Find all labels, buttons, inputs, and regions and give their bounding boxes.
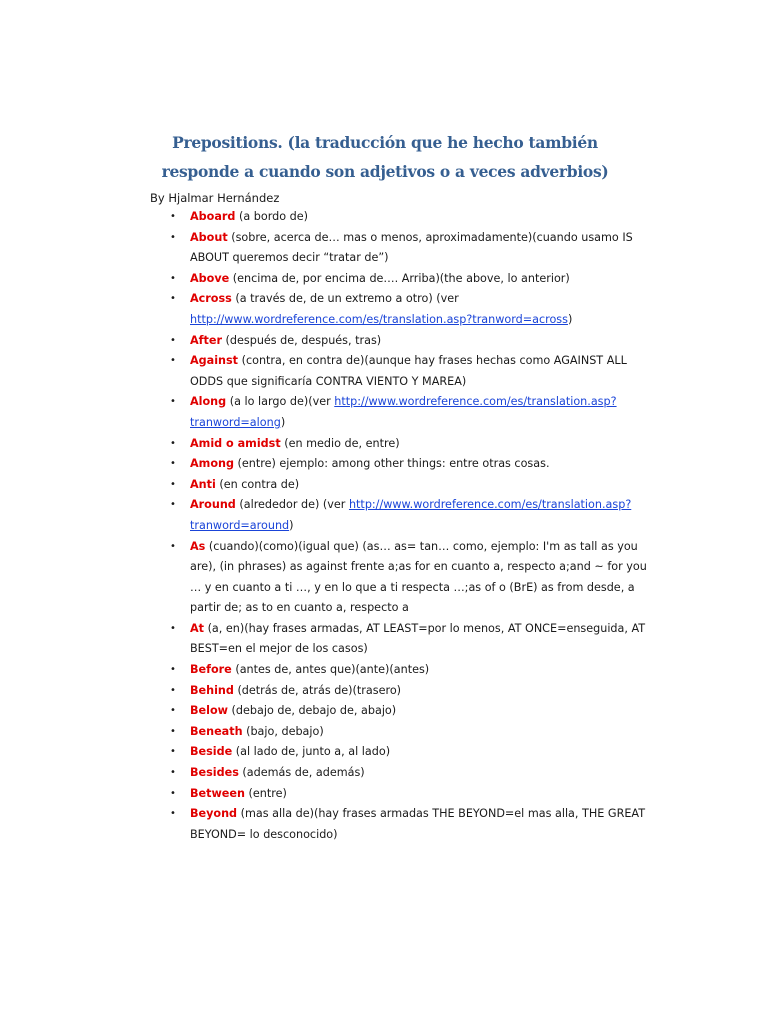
list-item bbox=[150, 351, 650, 392]
preposition-term: Above bbox=[190, 271, 230, 285]
preposition-term: As bbox=[190, 539, 206, 553]
preposition-translation: (alrededor de) (ver bbox=[235, 498, 349, 512]
bullet-icon: • bbox=[170, 684, 176, 696]
preposition-translation: (encima de, por encima de…. Arriba)(the above, lo anterior) bbox=[229, 271, 570, 285]
list-item bbox=[150, 269, 650, 290]
bullet-icon: • bbox=[170, 293, 176, 305]
wordreference-link[interactable]: http://www.wordreference.com/es/translation.asp?tranword=across bbox=[190, 312, 568, 326]
preposition-translation: (a lo largo de)(ver bbox=[226, 395, 335, 409]
preposition-term: Aboard bbox=[190, 210, 236, 223]
list-item bbox=[150, 454, 650, 475]
bullet-icon: • bbox=[170, 437, 176, 449]
preposition-list bbox=[150, 207, 650, 845]
preposition-translation: (a, en)(hay frases armadas, AT LEAST=por lo menos, AT ONCE=enseguida, AT BEST=en el mejor de los casos) bbox=[190, 621, 646, 656]
preposition-translation: (entre) bbox=[244, 786, 287, 800]
list-item bbox=[150, 289, 650, 330]
preposition-translation: (entre) ejemplo: among other things: entre otras cosas. bbox=[233, 457, 550, 471]
wordreference-link[interactable]: http://www.wordreference.com/es/translation.asp?tranword=around bbox=[190, 498, 632, 532]
preposition-term: Among bbox=[190, 457, 234, 471]
page-title: Prepositions. (la traducción que he hecho también responde a cuando son adjetivos o a veces adverbios) bbox=[161, 133, 609, 181]
preposition-term: Besides bbox=[190, 766, 239, 780]
bullet-icon: • bbox=[170, 231, 176, 243]
closing-text: ) bbox=[289, 518, 294, 532]
list-item bbox=[150, 392, 650, 433]
list-item bbox=[150, 537, 650, 619]
author-byline: By Hjalmar Hernández bbox=[150, 191, 280, 205]
list-item bbox=[150, 660, 650, 681]
preposition-translation: (debajo de, debajo de, abajo) bbox=[227, 704, 397, 718]
preposition-term: Beneath bbox=[190, 724, 243, 738]
list-item bbox=[150, 207, 650, 228]
preposition-term: Across bbox=[190, 292, 232, 306]
preposition-term: Beyond bbox=[190, 807, 238, 821]
preposition-term: Anti bbox=[190, 477, 216, 491]
bullet-icon: • bbox=[170, 746, 176, 758]
preposition-term: Between bbox=[190, 786, 245, 800]
wordreference-link[interactable]: http://www.wordreference.com/es/translation.asp?tranword=along bbox=[190, 395, 617, 429]
bullet-icon: • bbox=[170, 725, 176, 737]
preposition-term: Below bbox=[190, 704, 228, 718]
preposition-translation: (al lado de, junto a, al lado) bbox=[232, 745, 391, 759]
list-item bbox=[150, 722, 650, 743]
bullet-icon: • bbox=[170, 272, 176, 284]
preposition-term: After bbox=[190, 333, 222, 347]
preposition-term: Beside bbox=[190, 745, 233, 759]
bullet-icon: • bbox=[170, 334, 176, 346]
closing-text: ) bbox=[280, 415, 286, 429]
preposition-translation: (antes de, antes que)(ante)(antes) bbox=[231, 663, 430, 677]
bullet-icon: • bbox=[170, 396, 176, 408]
preposition-translation: (además de, además) bbox=[238, 766, 365, 780]
preposition-term: Along bbox=[190, 395, 227, 409]
preposition-term: Around bbox=[190, 498, 236, 512]
preposition-translation: (cuando)(como)(igual que) (as… as= tan… como, ejemplo: I'm as tall as you are), (in phrases) as against frente a;as for en cuanto a, respecto a;and ~ for you … y en cuanto a ti …, y en lo que a ti respecta …;as of o (BrE) as from desde, a partir de; as to en cuanto a, respecto a bbox=[190, 539, 647, 615]
list-item bbox=[150, 434, 650, 455]
preposition-term: Against bbox=[190, 354, 239, 368]
bullet-icon: • bbox=[170, 767, 176, 779]
bullet-icon: • bbox=[170, 499, 176, 511]
preposition-translation: (a través de, de un extremo a otro) (ver bbox=[231, 292, 459, 306]
list-item bbox=[150, 619, 650, 660]
list-item bbox=[150, 763, 650, 784]
preposition-term: At bbox=[190, 621, 205, 635]
bullet-icon: • bbox=[170, 355, 176, 367]
bullet-icon: • bbox=[170, 211, 176, 222]
preposition-translation: (contra, en contra de)(aunque hay frases hechas como AGAINST ALL ODDS que significaría CONTRA VIENTO Y MAREA) bbox=[190, 354, 627, 388]
bullet-icon: • bbox=[170, 787, 176, 799]
preposition-term: Before bbox=[190, 663, 232, 677]
list-item bbox=[150, 495, 650, 536]
list-item bbox=[150, 681, 650, 702]
list-item bbox=[150, 784, 650, 805]
list-item bbox=[150, 331, 650, 352]
list-item bbox=[150, 804, 650, 845]
bullet-icon: • bbox=[170, 458, 176, 470]
preposition-translation: (a bordo de) bbox=[235, 210, 308, 223]
bullet-icon: • bbox=[170, 664, 176, 676]
bullet-icon: • bbox=[170, 705, 176, 717]
bullet-icon: • bbox=[170, 622, 176, 634]
preposition-translation: (bajo, debajo) bbox=[242, 724, 324, 738]
closing-text: ) bbox=[567, 312, 573, 326]
bullet-icon: • bbox=[170, 808, 176, 820]
preposition-translation: (en contra de) bbox=[215, 477, 300, 491]
preposition-translation: (sobre, acerca de… mas o menos, aproximadamente)(cuando usamo IS ABOUT queremos decir “tratar de”) bbox=[190, 230, 633, 265]
bullet-icon: • bbox=[170, 478, 176, 490]
list-item bbox=[150, 228, 650, 269]
preposition-term: Behind bbox=[190, 683, 234, 697]
preposition-term: About bbox=[190, 230, 228, 244]
preposition-translation: (detrás de, atrás de)(trasero) bbox=[233, 683, 402, 697]
preposition-translation: (mas alla de)(hay frases armadas THE BEYOND=el mas alla, THE GREAT BEYOND= lo desconocido) bbox=[190, 807, 646, 841]
bullet-icon: • bbox=[170, 540, 176, 552]
list-item bbox=[150, 701, 650, 722]
preposition-term: Amid o amidst bbox=[190, 436, 281, 450]
list-item bbox=[150, 475, 650, 496]
preposition-translation: (en medio de, entre) bbox=[280, 436, 400, 450]
list-item bbox=[150, 742, 650, 763]
preposition-translation: (después de, después, tras) bbox=[221, 333, 382, 347]
